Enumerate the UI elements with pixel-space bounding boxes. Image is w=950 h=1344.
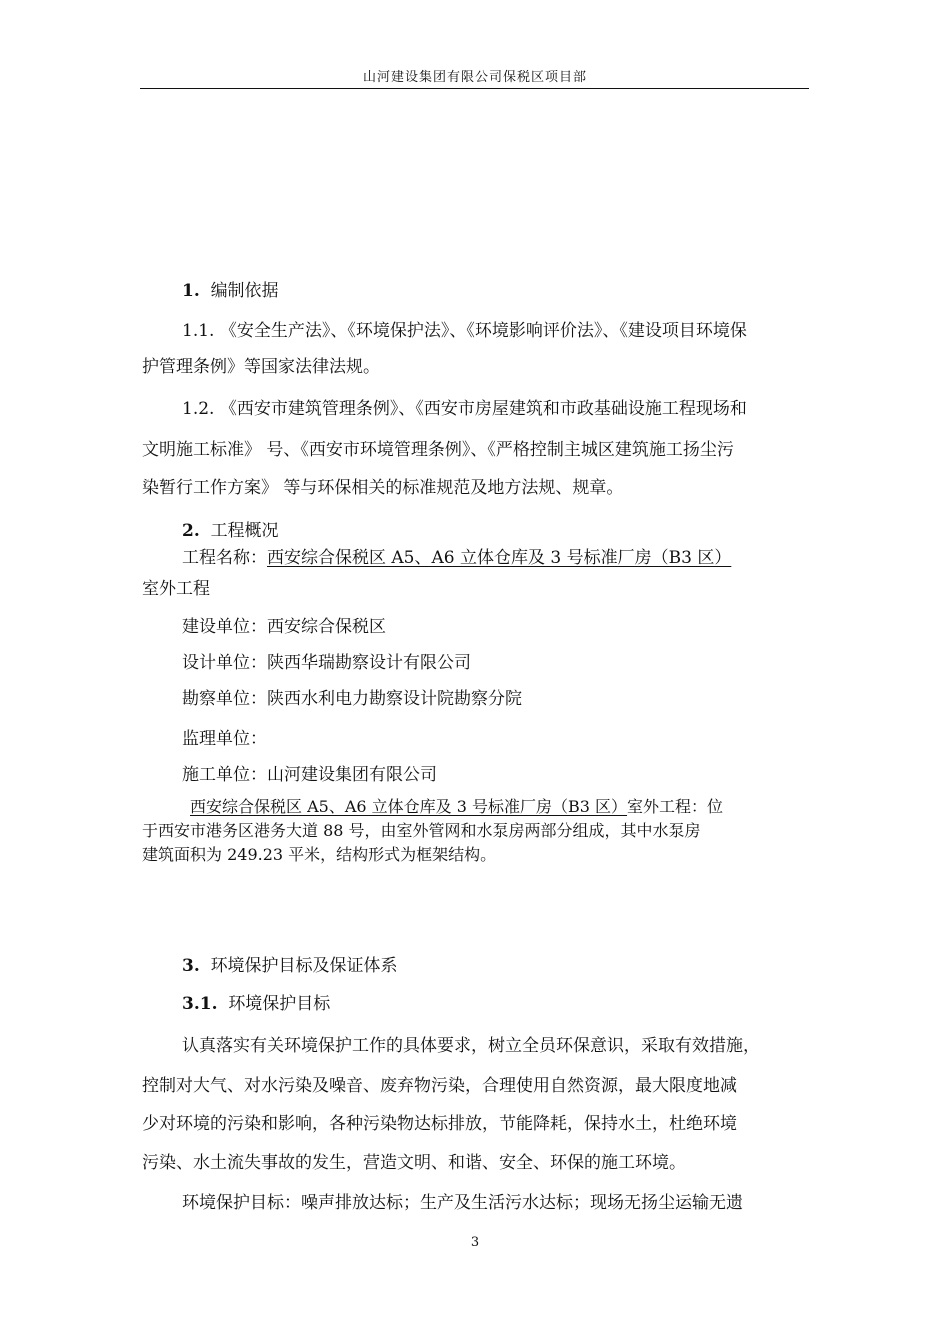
- section-3-1-number: 3.1.: [182, 994, 218, 1014]
- section-1-heading: [182, 280, 852, 302]
- project-description-line-3: 建筑面积为 249.23 平米，结构形式为框架结构。: [142, 845, 497, 864]
- project-name-row: [182, 547, 852, 569]
- para-3-1-line-2: 控制对大气、对水污染及噪音、废弃物污染，合理使用自然资源，最大限度地减: [142, 1076, 737, 1096]
- construction-unit: 施工单位：山河建设集团有限公司: [182, 765, 437, 785]
- survey-unit: 勘察单位：陕西水利电力勘察设计院勘察分院: [182, 689, 522, 709]
- section-2-number: 2.: [182, 521, 200, 541]
- page-number: 3: [470, 1235, 480, 1250]
- section-2-title: 工程概况: [210, 521, 279, 541]
- para-1-1-line-1: 1.1. 《安全生产法》、《环境保护法》、《环境影响评价法》、《建设项目环境保: [182, 321, 747, 341]
- section-2-heading: [182, 520, 852, 542]
- section-3-1-title: 环境保护目标: [228, 994, 331, 1014]
- project-description-line-2: 于西安市港务区港务大道 88 号，由室外管网和水泵房两部分组成，其中水泵房: [142, 821, 701, 840]
- supervision-unit: 监理单位：: [182, 729, 267, 749]
- para-1-2-line-1: 1.2. 《西安市建筑管理条例》、《西安市房屋建筑和市政基础设施工程现场和: [182, 399, 747, 419]
- para-1-2-line-2: 文明施工标准》 号、《西安市环境管理条例》、《严格控制主城区建筑施工扬尘污: [142, 440, 734, 460]
- section-1-number: 1.: [182, 281, 200, 301]
- project-name-label: 工程名称：: [182, 548, 267, 568]
- project-description-name: 西安综合保税区 A5、A6 立体仓库及 3 号标准厂房（B3 区）: [190, 797, 628, 816]
- design-unit: 设计单位：陕西华瑞勘察设计有限公司: [182, 653, 471, 673]
- section-3-number: 3.: [182, 956, 200, 976]
- section-3-heading: [182, 955, 852, 977]
- project-name-value-cont: 室外工程: [142, 579, 210, 599]
- para-1-2-line-3: 染暂行工作方案》 等与环保相关的标准规范及地方法规、规章。: [142, 478, 624, 498]
- owner-unit: 建设单位：西安综合保税区: [182, 617, 386, 637]
- section-3-title: 环境保护目标及保证体系: [210, 956, 398, 976]
- project-name-value: 西安综合保税区 A5、A6 立体仓库及 3 号标准厂房（B3 区）: [267, 548, 732, 568]
- project-description-line-1: [190, 796, 860, 818]
- para-3-1-line-1: 认真落实有关环境保护工作的具体要求，树立全员环保意识，采取有效措施，: [182, 1036, 760, 1056]
- page-header-title: 山河建设集团有限公司保税区项目部: [362, 70, 587, 85]
- section-1-title: 编制依据: [210, 281, 279, 301]
- para-3-1-goals: 环境保护目标：噪声排放达标；生产及生活污水达标；现场无扬尘运输无遗: [182, 1193, 743, 1213]
- para-3-1-line-4: 污染、水土流失事故的发生，营造文明、和谐、安全、环保的施工环境。: [142, 1153, 686, 1173]
- project-description-rest: 室外工程：位: [627, 797, 724, 816]
- section-3-1-heading: [182, 993, 852, 1015]
- para-1-1-line-2: 护管理条例》等国家法律法规。: [142, 357, 380, 377]
- para-3-1-line-3: 少对环境的污染和影响，各种污染物达标排放，节能降耗，保持水土，杜绝环境: [142, 1114, 737, 1134]
- header-rule: [140, 88, 809, 89]
